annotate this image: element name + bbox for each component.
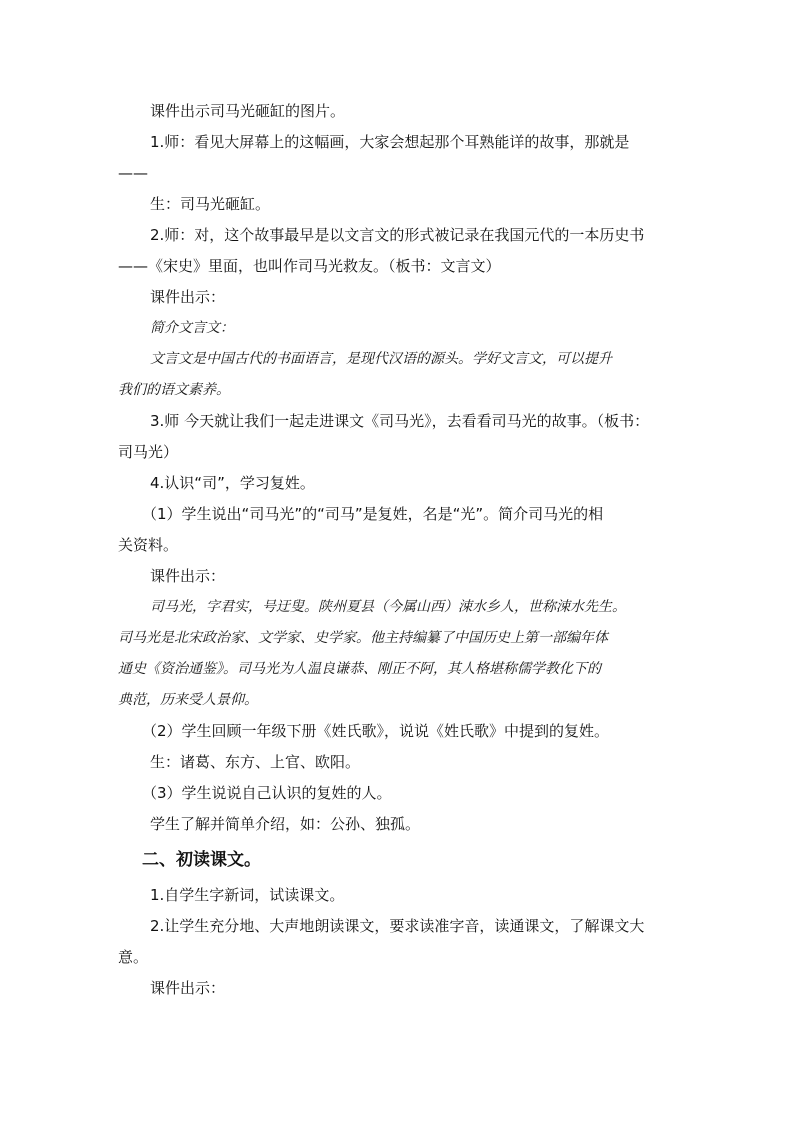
section-heading: 二、初读课文。 [142, 850, 261, 870]
paragraph: 课件出示司马光砸缸的图片。 [150, 102, 346, 120]
paragraph: 课件出示： [150, 288, 226, 306]
document-body [118, 96, 680, 1004]
paragraph: 课件出示： [150, 567, 226, 585]
paragraph: （1）学生说出“司马光”的“司马”是复姓，名是“光”。简介司马光的相 [142, 505, 604, 523]
courseware-text: 司马光是北宋政治家、文学家、史学家。他主持编纂了中国历史上第一部编年体 [118, 630, 608, 646]
paragraph: 司马光） [118, 443, 179, 461]
courseware-text: 典范，历来受人景仰。 [118, 692, 258, 708]
paragraph: 4.认识“司”，学习复姓。 [150, 474, 315, 492]
paragraph: 学生了解并简单介绍，如：公孙、独孤。 [150, 815, 421, 833]
paragraph: （2）学生回顾一年级下册《姓氏歌》，说说《姓氏歌》中提到的复姓。 [142, 722, 610, 740]
paragraph: 课件出示： [150, 979, 226, 997]
courseware-text: 司马光，字君实，号迂叟。陕州夏县（今属山西）涑水乡人，世称涑水先生。 [150, 599, 626, 615]
paragraph: —— [118, 164, 148, 182]
paragraph: 2.让学生充分地、大声地朗读课文，要求读准字音，读通课文，了解课文大 [150, 917, 645, 935]
paragraph: 生：诸葛、东方、上官、欧阳。 [150, 753, 361, 771]
paragraph: 生：司马光砸缸。 [150, 195, 271, 213]
courseware-text: 简介文言文： [150, 320, 234, 336]
paragraph: ——《宋史》里面，也叫作司马光救友。（板书：文言文） [118, 257, 501, 275]
paragraph: 2.师：对，这个故事最早是以文言文的形式被记录在我国元代的一本历史书 [150, 226, 645, 244]
paragraph: 3.师 今天就让我们一起走进课文《司马光》，去看看司马光的故事。（板书： [150, 412, 650, 430]
paragraph: 1.自学生字新词，试读课文。 [150, 886, 345, 904]
courseware-text: 我们的语文素养。 [118, 382, 230, 398]
courseware-text: 通史《资治通鉴》。司马光为人温良谦恭、刚正不阿，其人格堪称儒学教化下的 [118, 661, 601, 677]
courseware-text: 文言文是中国古代的书面语言，是现代汉语的源头。学好文言文，可以提升 [150, 351, 612, 367]
paragraph: 关资料。 [118, 536, 179, 554]
paragraph: 1.师：看见大屏幕上的这幅画，大家会想起那个耳熟能详的故事，那就是 [150, 133, 630, 151]
paragraph: 意。 [118, 948, 149, 966]
paragraph: （3）学生说说自己认识的复姓的人。 [142, 784, 392, 802]
